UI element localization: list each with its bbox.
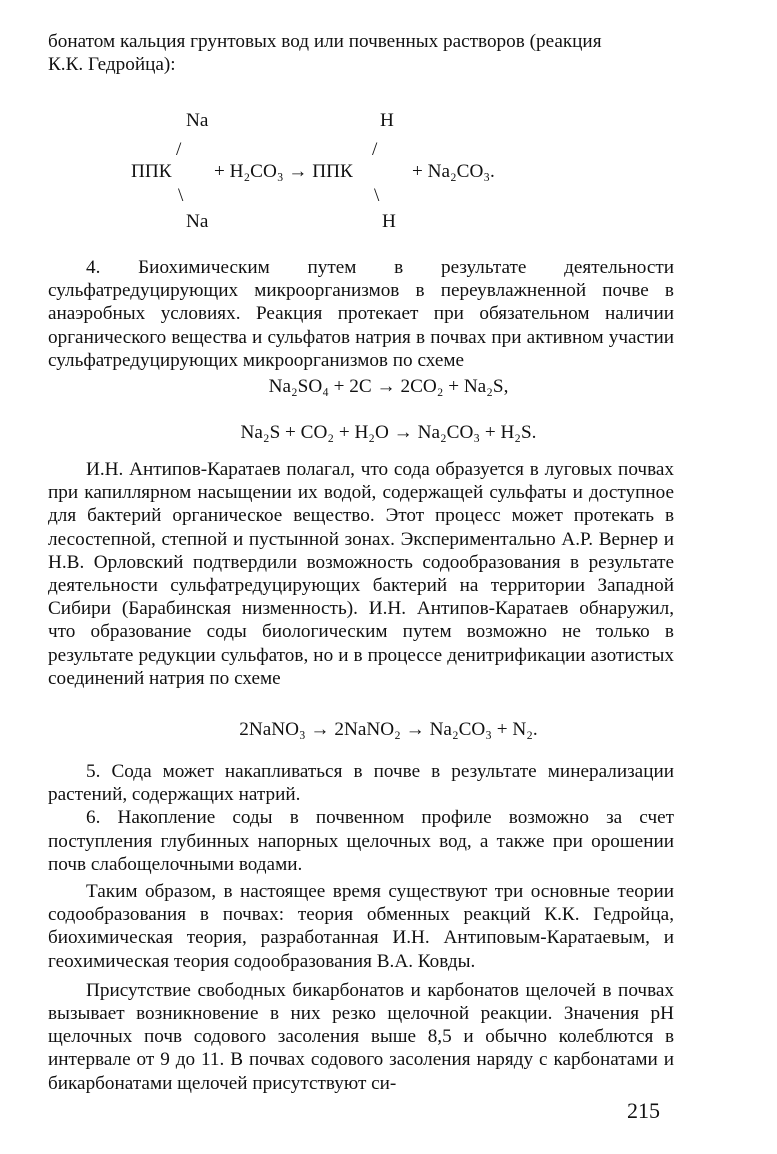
scheme-left-ppk: ППК (131, 161, 172, 182)
scheme-left-backslash: \ (178, 185, 184, 206)
scheme-right-slash: / (372, 139, 378, 160)
page-number: 215 (627, 1098, 660, 1123)
formula-3: 2NaNO₃ → 2NaNO₂ → Na₂CO₃ + N₂. (239, 719, 538, 740)
paragraphs-5-6-summary (48, 760, 674, 1095)
paragraph-4: 4. Биохимическим путем в результате деятельности сульфатредуцирующих микроорганизмов в переувлажненной почве в анаэробных условиях. Реакция протекает при обязательном наличии органического вещества и сульфатов натрия в почвах при активном участии сульфатредуцирующих микроорганизмов по схеме (48, 257, 674, 371)
paragraph-summary: Таким образом, в настоящее время существуют три основные теории содообразования в почвах: теория обменных реакций К.К. Гедройца, биохимическая теория, разработанная И.Н. Антиповым-Каратаевым, и геохимическая теория содообразования В.А. Ковды. (48, 881, 674, 972)
scheme-left-slash: / (176, 139, 182, 160)
paragraph-5: 5. Сода может накапливаться в почве в результате минерализации растений, содержащих натрий. (48, 761, 674, 806)
scheme-right-bottom: H (382, 211, 396, 232)
scheme-right-tail: + Na₂CO₃. (412, 161, 495, 182)
scheme-middle: + H₂CO₃ → ППК (214, 161, 353, 182)
scheme-left-top: Na (186, 110, 209, 131)
formula-1: Na₂SO₄ + 2С → 2CO₂ + Na₂S, (268, 376, 509, 397)
paragraph-6: 6. Накопление соды в почвенном профиле возможно за счет поступления глубинных напорных щелочных вод, а также при орошении почв слабощелочными водами. (48, 807, 674, 875)
intro-text (48, 30, 674, 76)
intro-line: К.К. Гедройца): (48, 54, 176, 76)
paragraph-antipov-block (48, 458, 674, 690)
scheme-left-bottom: Na (186, 211, 209, 232)
paragraph-antipov: И.Н. Антипов-Каратаев полагал, что сода образуется в луговых почвах при капиллярном насыщении их водой, содержащей сульфаты и доступное для бактерий органическое вещество. Этот процесс может протекать в лесостепной, степной и пустынной зонах. Экспериментально А.Р. Вернер и Н.В. Орловский подтвердили возможность содообразования в результате деятельности сульфатредуцирующих бактерий на территории Западной Сибири (Барабинская низменность). И.Н. Антипов-Каратаев обнаружил, что образование соды биологическим путем возможно не только в результате редукции сульфатов, но и в процессе денитрификации азотистых соединений натрия по схеме (48, 459, 674, 689)
paragraph-ph: Присутствие свободных бикарбонатов и карбонатов щелочей в почвах вызывает возникновение в них резко щелочной реакции. Значения рН щелочных почв содового засоления выше 8,5 и обычно колеблются в интервале от 9 до 11. В почвах содового засоления наряду с карбонатами и бикарбонатами щелочей присутствуют си- (48, 979, 674, 1094)
scheme-right-top: H (380, 110, 394, 131)
intro-line: бонатом кальция грунтовых вод или почвенных растворов (реакция (48, 31, 602, 52)
paragraph-4-block (48, 256, 674, 372)
scheme-right-backslash: \ (374, 185, 380, 206)
formula-2: Na₂S + CO₂ + H₂O → Na₂CO₃ + H₂S. (240, 422, 537, 443)
